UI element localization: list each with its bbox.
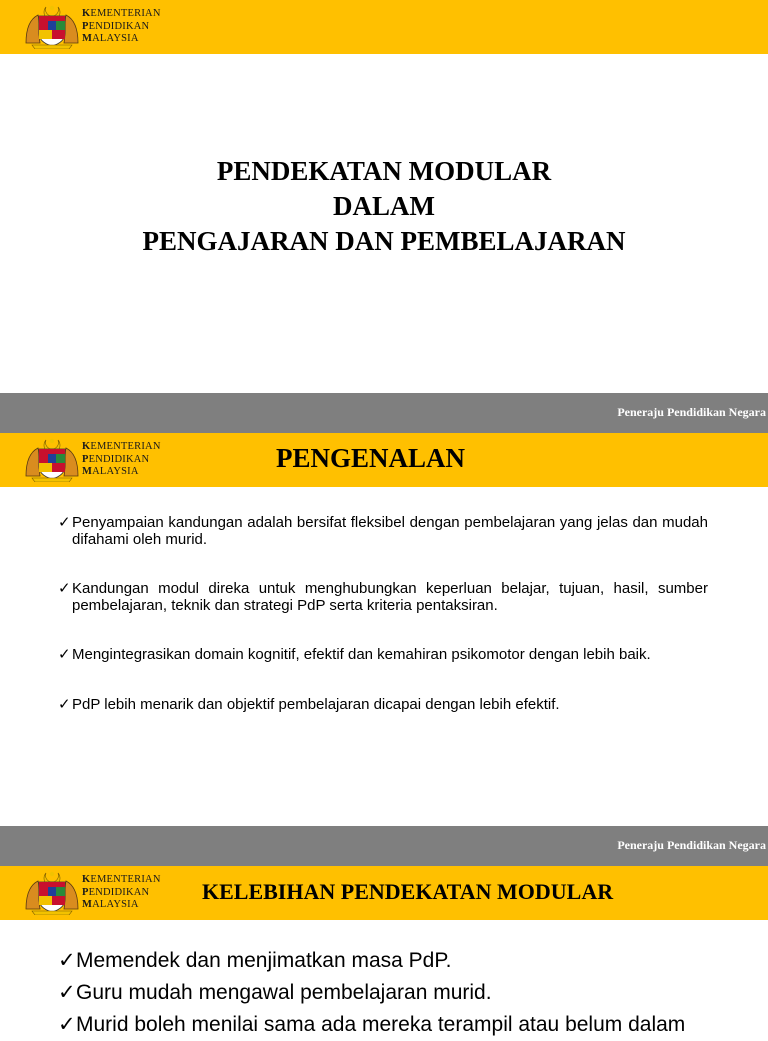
check-icon: ✓ bbox=[58, 646, 71, 663]
slide-cover bbox=[0, 0, 768, 433]
list-item: ✓ Murid boleh menilai sama ada mereka terampil atau belum dalam bbox=[58, 1009, 738, 1041]
logo-wordmark: KEMENTERIAN PENDIDIKAN MALAYSIA bbox=[82, 441, 161, 477]
intro-bullet-list bbox=[58, 514, 708, 746]
crest-icon bbox=[24, 436, 80, 482]
footer-tagline: Peneraju Pendidikan Negara bbox=[617, 838, 766, 852]
crest-icon bbox=[24, 869, 80, 915]
slide-footer bbox=[0, 826, 768, 866]
slide-heading: PENGENALAN bbox=[276, 443, 466, 473]
list-item: ✓ Memendek dan menjimatkan masa PdP. bbox=[58, 945, 738, 977]
slide-header bbox=[0, 433, 768, 487]
slide-footer bbox=[0, 393, 768, 433]
check-icon: ✓ bbox=[58, 580, 71, 597]
cover-title-line: PENGAJARAN DAN PEMBELAJARAN bbox=[142, 226, 626, 256]
check-icon: ✓ bbox=[58, 981, 76, 1004]
check-icon: ✓ bbox=[58, 949, 76, 972]
crest-icon bbox=[24, 3, 80, 49]
advantages-bullet-list bbox=[58, 945, 738, 1041]
slide-header bbox=[0, 866, 768, 920]
list-item: ✓ Penyampaian kandungan adalah bersifat fleksibel dengan pembelajaran yang jelas dan mudah difahami oleh murid. bbox=[58, 514, 708, 548]
check-icon: ✓ bbox=[58, 1013, 76, 1036]
cover-title bbox=[0, 154, 768, 259]
footer-tagline: Peneraju Pendidikan Negara bbox=[617, 405, 766, 419]
list-item: ✓ Kandungan modul direka untuk menghubungkan keperluan belajar, tujuan, hasil, sumber pembelajaran, teknik dan strategi PdP serta kriteria pentaksiran. bbox=[58, 580, 708, 614]
list-item: ✓ Guru mudah mengawal pembelajaran murid. bbox=[58, 977, 738, 1009]
ministry-logo bbox=[24, 3, 164, 51]
list-item: ✓ Mengintegrasikan domain kognitif, efektif dan kemahiran psikomotor dengan lebih baik. bbox=[58, 646, 651, 663]
slide-heading: KELEBIHAN PENDEKATAN MODULAR bbox=[202, 879, 614, 904]
ministry-logo bbox=[24, 436, 164, 484]
check-icon: ✓ bbox=[58, 696, 71, 713]
ministry-logo bbox=[24, 869, 164, 917]
check-icon: ✓ bbox=[58, 514, 71, 531]
logo-wordmark: KEMENTERIAN PENDIDIKAN MALAYSIA bbox=[82, 8, 161, 44]
list-item: ✓ PdP lebih menarik dan objektif pembelajaran dicapai dengan lebih efektif. bbox=[58, 696, 560, 713]
cover-title-line: DALAM bbox=[333, 191, 435, 221]
cover-title-line: PENDEKATAN MODULAR bbox=[216, 156, 552, 186]
logo-wordmark: KEMENTERIAN PENDIDIKAN MALAYSIA bbox=[82, 874, 161, 910]
slide-header bbox=[0, 0, 768, 54]
